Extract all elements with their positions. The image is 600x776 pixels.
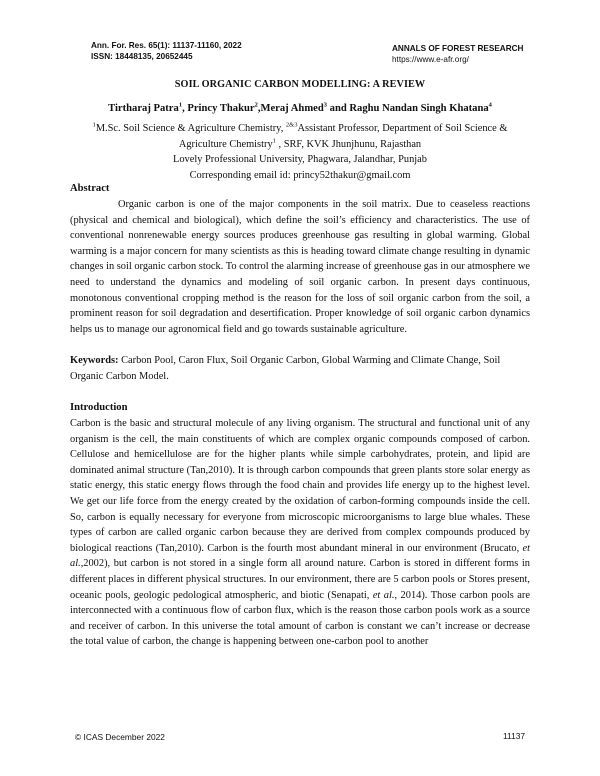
journal-name: ANNALS OF FOREST RESEARCH: [392, 44, 524, 53]
affiliation-text: Assistant Professor, Department of Soil Science & Agriculture Chemistry: [178, 123, 508, 150]
corresponding-email: Corresponding email id: princy52thakur@gmail.com: [189, 169, 411, 181]
footer-copyright: © ICAS December 2022: [75, 732, 165, 742]
citation-et-al: et al.: [372, 589, 395, 601]
introduction-heading: Introduction: [70, 402, 128, 413]
affiliation-mark: 2&3: [285, 121, 298, 129]
affiliations: [70, 121, 530, 183]
abstract-text: Organic carbon is one of the major components in the soil matrix. Due to ceaseless reactions (physical and chemical and biological), which define the soil’s efficiency and characteristics. The use of conventional nonrenewable energy sources produces greenhouse gas resulting in global warming. Global warming is a major concern for many scientists as this is heading toward climate change resulting in dynamic changes in soil organic carbon stock. To control the alarming increase of greenhouse gas in our atmosphere we need to understand the dynamics and modeling of soil organic carbon. In present days continuous, monotonous conventional cropping method is the reason for the loss of soil organic carbon from the soil, a prominent reason for soil degradation and desertification. Proper knowledge of soil organic carbon dynamics helps us to manage our agronomical field and go towards sustainable agriculture.: [70, 199, 530, 335]
journal-url[interactable]: https://www.e-afr.org/: [392, 55, 469, 64]
affiliation-mark: 1: [92, 121, 96, 129]
author-separator: ,: [182, 103, 188, 114]
affiliation-text: M.Sc. Soil Science & Agriculture Chemistry,: [95, 123, 286, 134]
author-name: Tirtharaj Patra: [108, 103, 179, 114]
introduction-text: [70, 416, 530, 650]
author-separator: ,: [257, 103, 261, 114]
introduction-text-part: Carbon is the basic and structural molecule of any living organism. The structural and functional unit of any organism is the cell, the main constituents of which are complex organic compounds composed of carbon. Cellulose and hemicellulose are for the higher plants while simple carbohydrates, protein, and lipid are dominated animal structure (Tan,2010). It is through carbon compounds that green plants store solar energy as static energy, this static energy flows through the food chain and provides life energy up to the highest level. We get our life force from the energy created by the oxidation of carbon-forming compounds inside the cell. So, carbon is equally necessary for everyone from microscopic microorganisms to large blue whales. These types of carbon are called organic carbon because they are derived from complex compounds produced by biological reactions (Tan,2010). Carbon is the fourth most abundant mineral in our environment (Brucato,: [70, 418, 530, 554]
citation-line: Ann. For. Res. 65(1): 11137-11160, 2022: [91, 41, 242, 50]
keywords: [70, 353, 530, 384]
introduction-text-part: , 2014). Those carbon pools are interconnected with a continuous flow of carbon flux, which is the reason those carbon pools work as a source and receiver of carbon. In this universe the total amount of carbon is constant we can’t increase or decrease the total value of carbon, the change is happening between one-carbon pool to another: [70, 589, 530, 648]
journal-name-block: [392, 43, 523, 65]
author-affiliation-mark: 2: [254, 101, 258, 109]
author-list: [0, 103, 600, 114]
affiliation-mark: 1: [272, 137, 276, 145]
author-affiliation-mark: 3: [323, 101, 327, 109]
affiliation-university: Lovely Professional University, Phagwara, Jalandhar, Punjab: [172, 154, 427, 165]
paper-title: SOIL ORGANIC CARBON MODELLING: A REVIEW: [174, 79, 426, 90]
keywords-label: Keywords:: [70, 355, 119, 366]
page-number: 11137: [503, 731, 526, 741]
author-name: Princy Thakur: [187, 103, 255, 114]
author-name: Meraj Ahmed: [260, 103, 324, 114]
author-name: Raghu Nandan Singh Khatana: [349, 103, 489, 114]
citation-et-al: et al.: [70, 542, 530, 570]
affiliation-departments: [70, 121, 530, 152]
keywords-text: Carbon Pool, Caron Flux, Soil Organic Carbon, Global Warming and Climate Change, Soil Organic Carbon Model.: [70, 355, 501, 382]
journal-citation-block: [91, 40, 242, 62]
abstract-heading: Abstract: [70, 183, 110, 194]
author-affiliation-mark: 1: [178, 101, 183, 109]
issn-line: ISSN: 18448135, 20652445: [91, 52, 193, 61]
introduction-text-part: ,2002), but carbon is not stored in a single form all around nature. Carbon is stored in different forms in different places in different physical structures. In our environment, there are 5 carbon pools or Stores present, oceanic pools, geologic pedological atmospheric, and biotic (Senapati,: [70, 558, 530, 601]
author-affiliation-mark: 4: [488, 101, 492, 109]
author-separator: and: [327, 103, 350, 114]
affiliation-text: , SRF, KVK Jhunjhunu, Rajasthan: [275, 138, 422, 150]
